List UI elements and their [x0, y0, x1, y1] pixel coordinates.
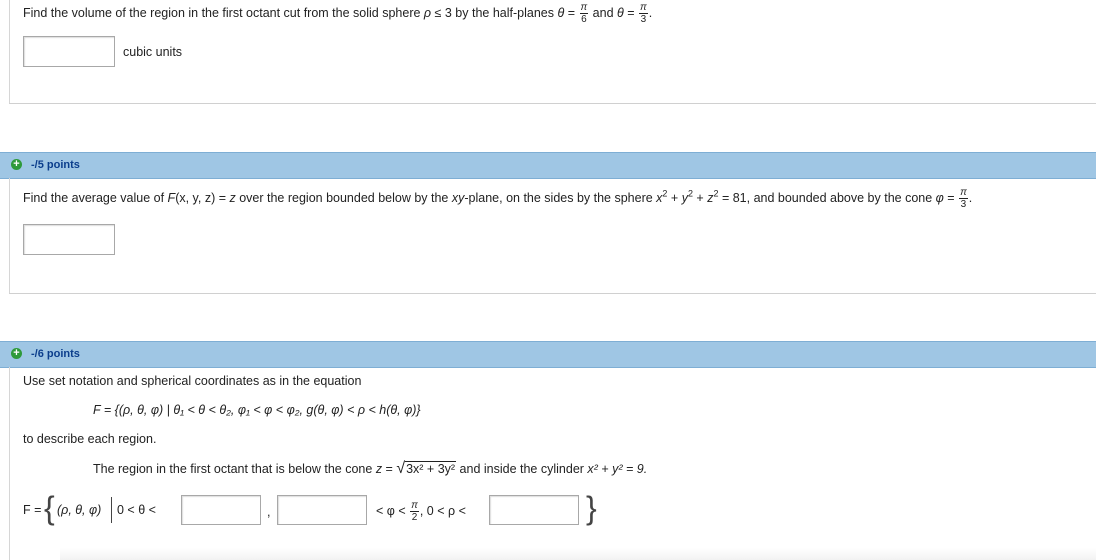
rho-upper-input[interactable]	[489, 495, 579, 525]
sqrt-icon: √	[396, 460, 406, 477]
q1-unit-label: cubic units	[123, 45, 183, 59]
q3-phi-condition: < φ < $\frac{\pi}{2}$ , 0 < ρ <	[376, 500, 466, 523]
q1-prompt: Find the volume of the region in the first octant cut from the solid sphere ρ ≤ 3 by the half-planes θ = $\frac{\pi}{6}$ and θ = $\frac{\pi}{3}$ .	[23, 2, 653, 25]
q3-region-description: The region in the first octant that is below the cone z = √3x² + 3y² and inside the cylinder x² + y² = 9.	[93, 460, 648, 477]
q3-points: -/6 points	[31, 348, 80, 360]
right-brace-icon: }	[586, 490, 597, 526]
q2-answer-input[interactable]	[23, 224, 115, 255]
q1-answer-input[interactable]	[23, 36, 115, 67]
left-brace-icon: {	[44, 490, 55, 526]
q2-prompt: Find the average value of F(x, y, z) = z over the region bounded below by the xy-plane, on the sides by the sphere $x^2 + y^2 + z^2 = 81$, and bounded above by the cone φ = $\frac{\pi}{3}$ .	[23, 187, 973, 210]
q3-answer-set: (ρ, θ, φ)	[57, 503, 102, 517]
bottom-shadow	[60, 548, 1096, 560]
divider-bar	[111, 497, 112, 523]
q3-formula: F = {(ρ, θ, φ) | θ₁ < θ < θ₂, φ₁ < φ < φ₂, g(θ, φ) < ρ < h(θ, φ)}	[93, 403, 421, 417]
q2-points: -/5 points	[31, 159, 80, 171]
q3-theta-condition: 0 < θ <	[117, 503, 156, 517]
q3-comma: ,	[267, 505, 271, 519]
q3-header	[0, 341, 1096, 368]
theta-upper-input[interactable]	[181, 495, 261, 525]
q3-describe: to describe each region.	[23, 432, 157, 446]
q3-intro: Use set notation and spherical coordinates as in the equation	[23, 374, 362, 388]
phi-lower-input[interactable]	[277, 495, 367, 525]
q3-answer-prefix: F =	[23, 503, 42, 517]
expand-plus-icon[interactable]: +	[11, 159, 22, 170]
q2-header	[0, 152, 1096, 179]
expand-plus-icon[interactable]: +	[11, 348, 22, 359]
